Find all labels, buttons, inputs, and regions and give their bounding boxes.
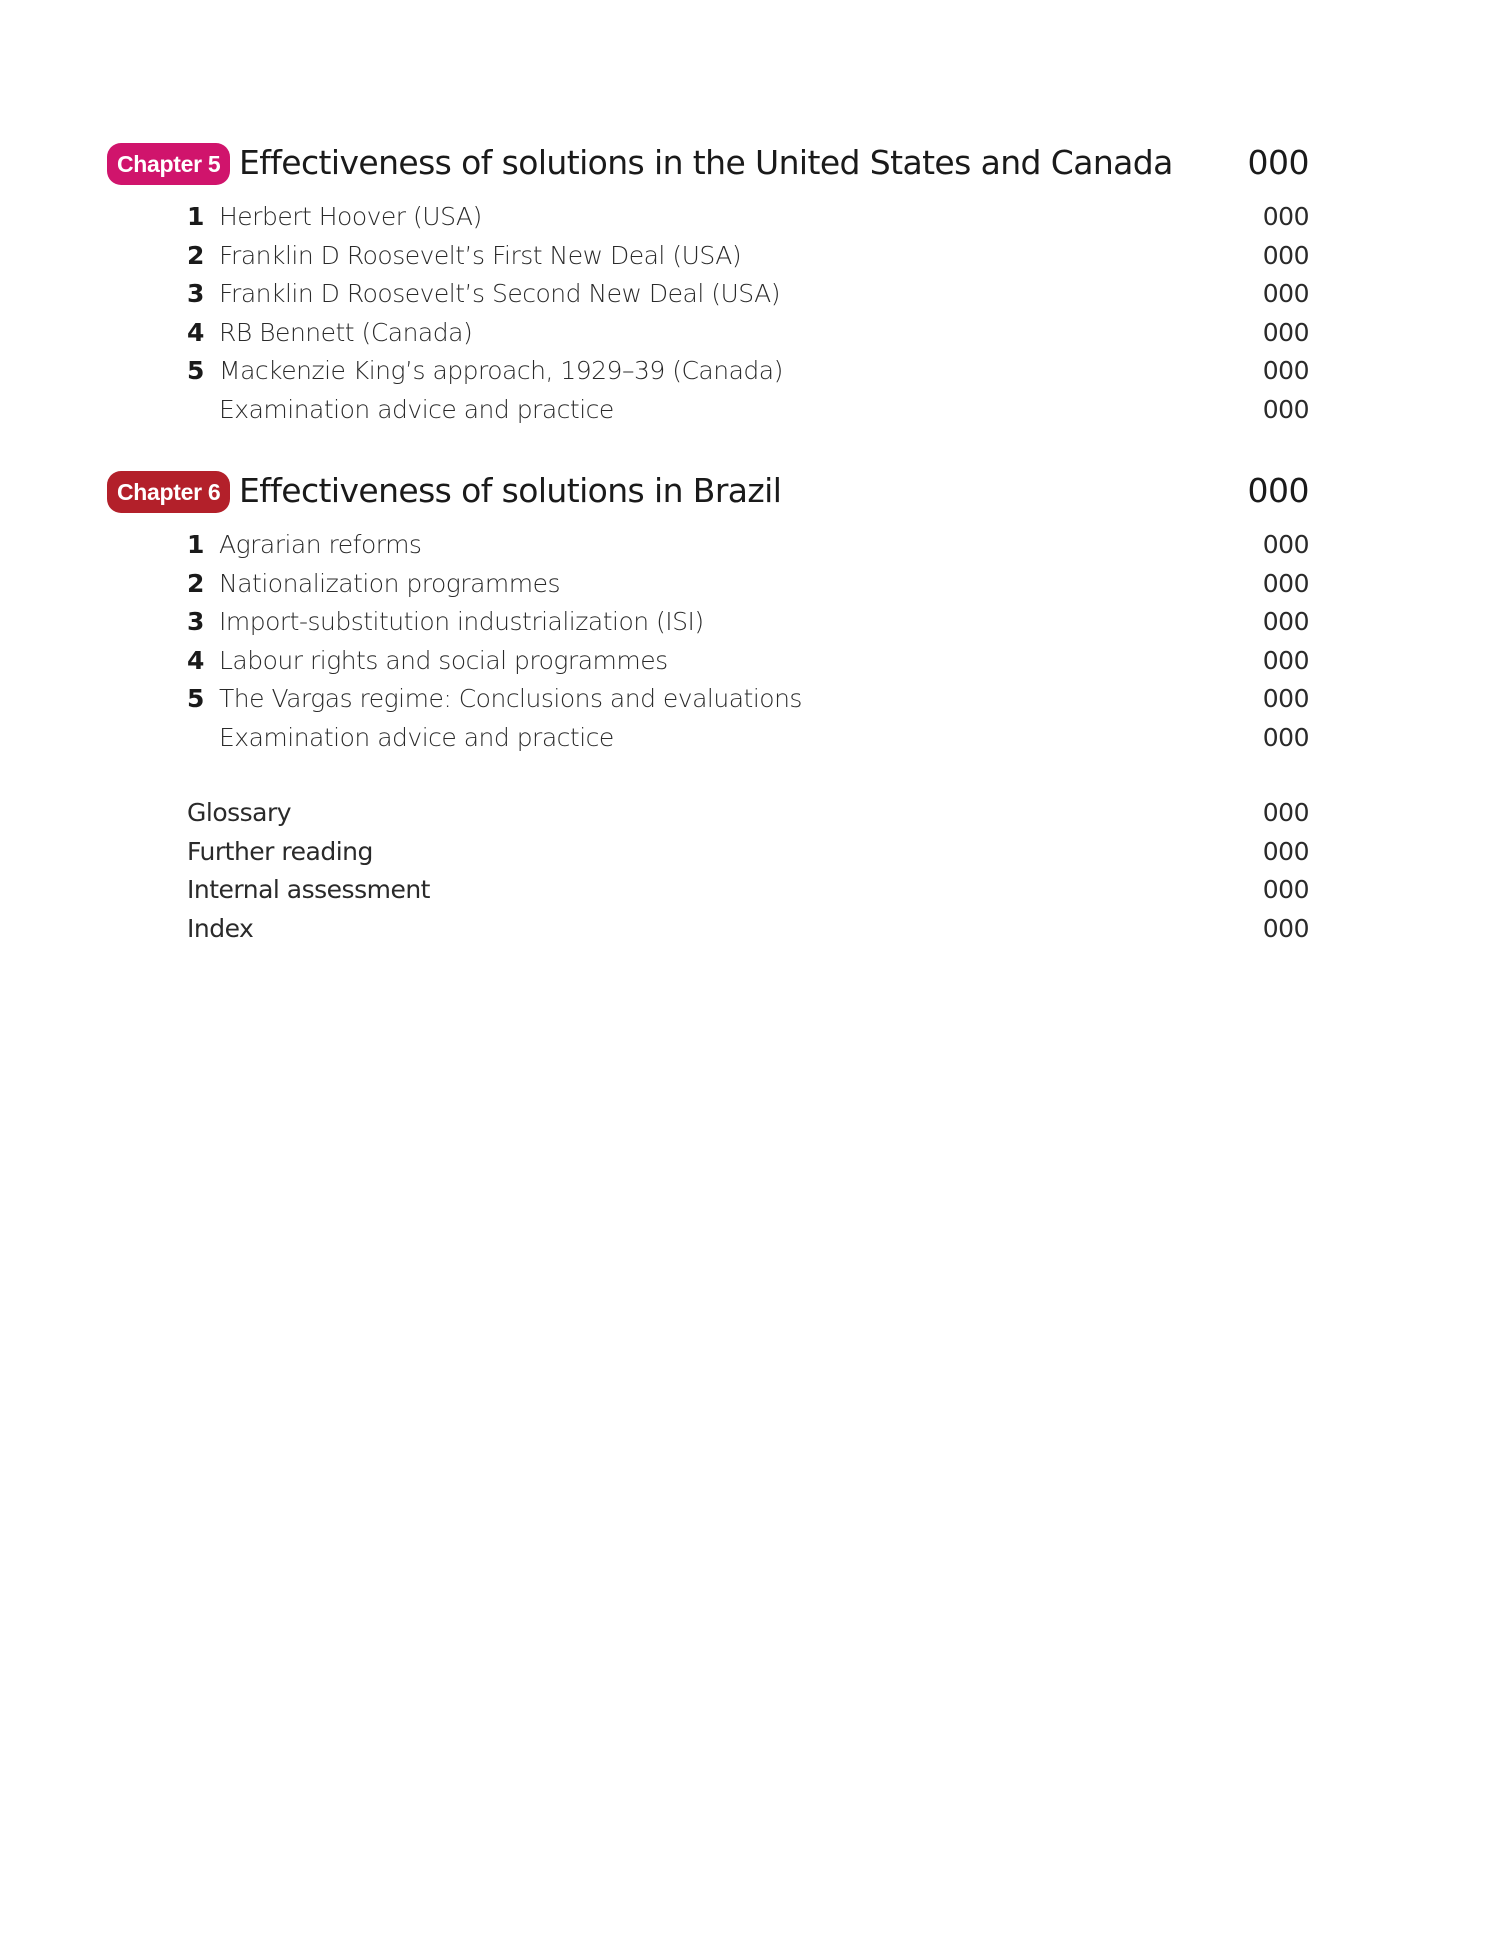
section-page-number: 000 [1262, 722, 1309, 752]
section-title: Mackenzie King’s approach, 1929–39 (Canada) [219, 356, 783, 386]
section-entry-exam-advice[interactable] [107, 719, 1309, 758]
chapter-heading [107, 467, 1309, 515]
chapter-title[interactable]: Effectiveness of solutions in the United States and Canada [239, 143, 1173, 182]
section-entry-exam-advice[interactable] [107, 391, 1309, 430]
backmatter-page-number: 000 [1262, 798, 1309, 827]
chapter-heading [107, 139, 1309, 187]
section-entry[interactable] [107, 526, 1309, 565]
section-title: Import-substitution industrialization (ISI) [219, 607, 704, 637]
section-page-number: 000 [1262, 645, 1309, 675]
backmatter-page-number: 000 [1262, 836, 1309, 866]
chapter-6-entry [107, 467, 1309, 758]
section-page-number: 000 [1262, 568, 1309, 598]
section-entry[interactable] [107, 680, 1309, 719]
section-entry[interactable] [107, 314, 1309, 353]
section-number: 5 [187, 356, 205, 386]
chapter-5-entry [107, 139, 1309, 430]
section-list [107, 526, 1309, 758]
section-number: 3 [187, 279, 205, 309]
section-title: Franklin D Roosevelt’s Second New Deal (USA) [219, 279, 780, 309]
backmatter-item-further-reading[interactable] [107, 833, 1309, 872]
section-entry[interactable] [107, 352, 1309, 391]
section-title: The Vargas regime: Conclusions and evaluations [219, 684, 802, 714]
section-page-number: 000 [1262, 240, 1309, 270]
section-title: Agrarian reforms [219, 530, 422, 559]
section-page-number: 000 [1262, 394, 1309, 424]
section-page-number: 000 [1262, 530, 1309, 559]
section-number: 4 [187, 645, 205, 675]
chapter-page-number: 000 [1247, 471, 1309, 510]
chapter-badge: Chapter 5 [107, 143, 230, 185]
section-page-number: 000 [1262, 356, 1309, 386]
backmatter-title: Internal assessment [187, 875, 430, 905]
section-entry[interactable] [107, 565, 1309, 604]
section-title: Examination advice and practice [219, 722, 614, 752]
section-entry[interactable] [107, 603, 1309, 642]
chapter-title[interactable]: Effectiveness of solutions in Brazil [239, 471, 782, 510]
section-number: 4 [187, 317, 205, 347]
section-list [107, 198, 1309, 430]
chapter-page-number: 000 [1247, 143, 1309, 182]
section-title: Franklin D Roosevelt’s First New Deal (USA) [219, 240, 742, 270]
backmatter-item-internal-assessment[interactable] [107, 871, 1309, 910]
section-number: 1 [187, 530, 205, 559]
section-page-number: 000 [1262, 279, 1309, 309]
backmatter-page-number: 000 [1262, 875, 1309, 905]
section-page-number: 000 [1262, 684, 1309, 714]
backmatter-title: Glossary [187, 798, 292, 827]
backmatter-item-index[interactable] [107, 910, 1309, 949]
section-number: 3 [187, 607, 205, 637]
backmatter-title: Index [187, 913, 254, 943]
section-title: Examination advice and practice [219, 394, 614, 424]
section-entry[interactable] [107, 237, 1309, 276]
section-title: Herbert Hoover (USA) [219, 202, 482, 231]
section-number: 5 [187, 684, 205, 714]
section-page-number: 000 [1262, 202, 1309, 231]
section-entry[interactable] [107, 198, 1309, 237]
backmatter-page-number: 000 [1262, 913, 1309, 943]
backmatter-item-glossary[interactable] [107, 794, 1309, 833]
section-title: Nationalization programmes [219, 568, 561, 598]
section-number: 1 [187, 202, 205, 231]
backmatter-list [107, 794, 1309, 948]
section-title: Labour rights and social programmes [219, 645, 668, 675]
section-number: 2 [187, 568, 205, 598]
section-entry[interactable] [107, 275, 1309, 314]
section-page-number: 000 [1262, 317, 1309, 347]
section-page-number: 000 [1262, 607, 1309, 637]
backmatter-title: Further reading [187, 836, 373, 866]
section-entry[interactable] [107, 642, 1309, 681]
chapter-badge: Chapter 6 [107, 471, 230, 513]
section-number: 2 [187, 240, 205, 270]
section-title: RB Bennett (Canada) [219, 317, 473, 347]
